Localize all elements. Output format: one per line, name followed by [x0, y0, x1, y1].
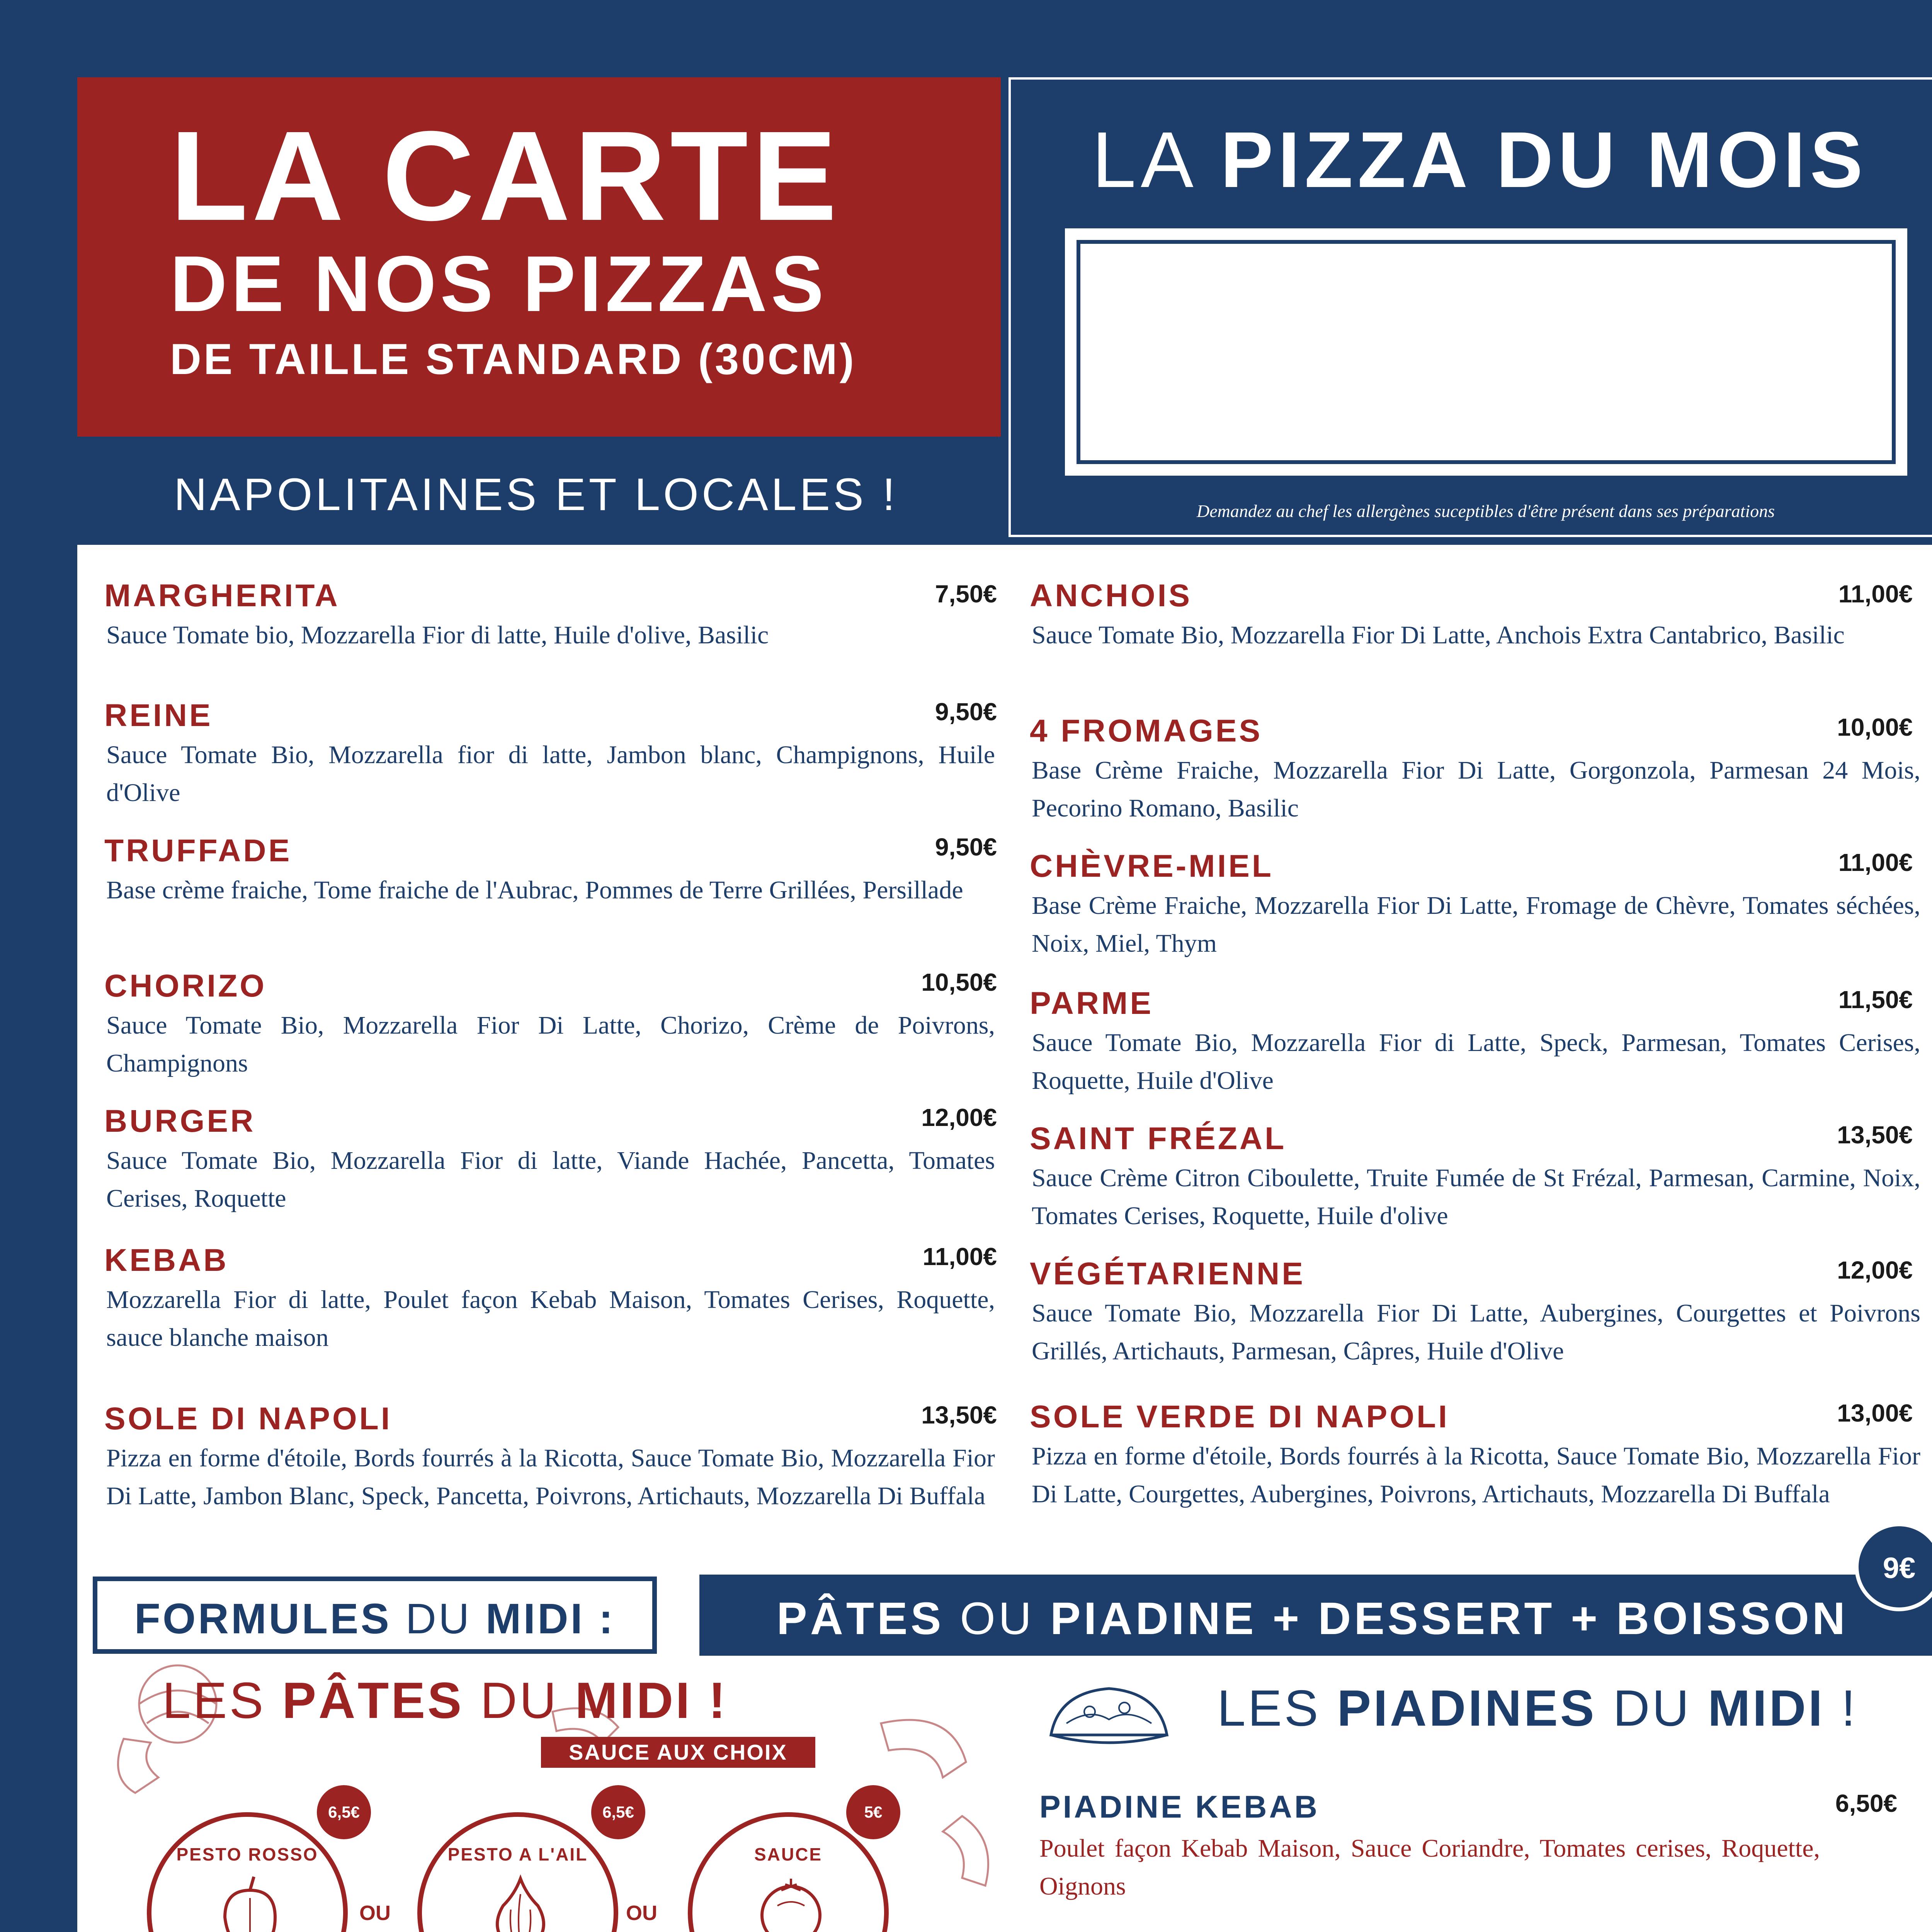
pizza-name: MARGHERITA: [104, 578, 340, 613]
pizza-name: CHORIZO: [104, 968, 267, 1003]
pizza-price: 11,00€: [1838, 849, 1913, 876]
sauce-top-label: SAUCE: [754, 1844, 823, 1864]
pizza-price: 7,50€: [935, 580, 997, 608]
pizza-desc: Pizza en forme d'étoile, Bords fourrés à la Ricotta, Sauce Tomate Bio, Mozzarella Fior Di Latte, Courgettes, Aubergines, Poivrons, Artichauts, Mozzarella Di Buffala: [1032, 1442, 1920, 1508]
garlic-icon: [488, 1871, 553, 1932]
pizza-desc: Base Crème Fraiche, Mozzarella Fior Di Latte, Fromage de Chèvre, Tomates séchées, Noix, Miel, Thym: [1032, 891, 1920, 957]
sauce-price: 6,5€: [602, 1803, 634, 1821]
pizza-price: 12,00€: [921, 1104, 997, 1131]
pizza-desc: Mozzarella Fior di latte, Poulet façon Kebab Maison, Tomates Cerises, Roquette, sauce blanche maison: [106, 1286, 995, 1352]
subtitle-banner: [77, 444, 1001, 537]
pizza-price: 10,00€: [1837, 713, 1913, 741]
formules-offer: [777, 1592, 1848, 1645]
formules-rest: PIADINE + DESSERT + BOISSON: [1050, 1593, 1849, 1644]
pates-title-b: PÂTES: [282, 1672, 464, 1729]
pizza-price: 11,50€: [1838, 986, 1913, 1014]
pates-title: [162, 1671, 728, 1730]
formules-label-bold2: MIDI :: [485, 1595, 616, 1643]
pizza-name: PARME: [1030, 986, 1154, 1021]
header-subtitle: NAPOLITAINES ET LOCALES !: [174, 469, 898, 520]
pizza-name: TRUFFADE: [104, 833, 292, 868]
pizza-price: 10,50€: [921, 968, 997, 996]
piadine-name: PIADINE KEBAB: [1039, 1789, 1320, 1825]
piadines-title-a: LES: [1217, 1680, 1321, 1736]
pizza-desc: Pizza en forme d'étoile, Bords fourrés à la Ricotta, Sauce Tomate Bio, Mozzarella Fior Di Latte, Jambon Blanc, Speck, Pancetta, Poivrons, Artichauts, Mozzarella Di Buffala: [106, 1444, 995, 1510]
piadine-price: 6,50€: [1835, 1789, 1897, 1817]
sauce-price-badge: [591, 1785, 645, 1839]
pizza-name: 4 FROMAGES: [1030, 713, 1263, 748]
pizza-name: SAINT FRÉZAL: [1030, 1121, 1287, 1156]
piadines-title-b: PIADINES: [1337, 1680, 1597, 1736]
pizza-price: 13,00€: [1837, 1399, 1913, 1427]
sauce-price-badge: [317, 1785, 371, 1839]
tomato-icon: [754, 1875, 828, 1932]
pizza-desc: Sauce Crème Citron Ciboulette, Truite Fumée de St Frézal, Parmesan, Carmine, Noix, Tomates Cerises, Roquette, Huile d'olive: [1032, 1164, 1920, 1230]
pizza-du-mois-title-bold: PIZZA DU MOIS: [1220, 116, 1867, 204]
sauce-top-label: PESTO A L'AIL: [447, 1844, 588, 1864]
formules-offer-banner: [699, 1575, 1932, 1656]
formules-label-bold1: FORMULES: [134, 1595, 391, 1643]
pates-title-a: LES: [162, 1672, 266, 1729]
pizza-desc: Sauce Tomate Bio, Mozzarella fior di latte, Jambon blanc, Champignons, Huile d'Olive: [106, 741, 995, 807]
formules-label: [97, 1594, 652, 1643]
pizza-price: 9,50€: [935, 833, 997, 861]
pizza-desc: Sauce Tomate bio, Mozzarella Fior di latte, Huile d'olive, Basilic: [106, 621, 769, 649]
pizza-desc: Base crème fraiche, Tome fraiche de l'Aubrac, Pommes de Terre Grillées, Persillade: [106, 876, 963, 904]
pizza-name: REINE: [104, 698, 213, 733]
pizza-desc: Sauce Tomate Bio, Mozzarella Fior di Latte, Speck, Parmesan, Tomates Cerises, Roquette, Huile d'Olive: [1032, 1029, 1920, 1095]
piadines-title: [1217, 1679, 1858, 1737]
pizza-du-mois-title-light: LA: [1092, 116, 1194, 204]
pizza-name: SOLE DI NAPOLI: [104, 1401, 392, 1436]
sauce-top-label: PESTO ROSSO: [176, 1844, 318, 1864]
pates-tag: SAUCE AUX CHOIX: [541, 1737, 815, 1768]
pizza-desc: Sauce Tomate Bio, Mozzarella Fior di latte, Viande Hachée, Pancetta, Tomates Cerises, Roquette: [106, 1146, 995, 1213]
pizza-desc: Sauce Tomate Bio, Mozzarella Fior Di Latte, Chorizo, Crème de Poivrons, Champignons: [106, 1011, 995, 1077]
pizza-du-mois-frame: [1065, 228, 1907, 476]
sauce-ou: OU: [359, 1901, 391, 1925]
pizza-name: CHÈVRE-MIEL: [1030, 849, 1274, 884]
allergen-note: Demandez au chef les allergènes suceptibles d'être présent dans ses préparations: [1196, 501, 1775, 521]
formules-pates: PÂTES: [777, 1593, 944, 1644]
sauce-price-badge: [846, 1785, 900, 1839]
header-title-line1: LA CARTE: [170, 104, 841, 247]
pizzas-panel: [77, 545, 1932, 1573]
piadines-title-c: DU: [1613, 1680, 1691, 1736]
pizza-price: 12,00€: [1837, 1256, 1913, 1284]
piadines-title-d: MIDI: [1708, 1680, 1825, 1736]
header-title-line3: DE TAILLE STANDARD (30CM): [170, 335, 857, 383]
pepper-icon: [217, 1875, 283, 1932]
formules-price: 9€: [1883, 1552, 1916, 1585]
pizza-du-mois-panel: [1009, 77, 1932, 537]
pizza-desc: Base Crème Fraiche, Mozzarella Fior Di Latte, Gorgonzola, Parmesan 24 Mois, Pecorino Romano, Basilic: [1032, 756, 1920, 822]
pizza-price: 11,00€: [922, 1243, 997, 1270]
header-panel: [77, 77, 1001, 437]
pizza-price: 13,50€: [921, 1401, 997, 1429]
tomato-icon: [1893, 1893, 1932, 1932]
pizza-price: 9,50€: [935, 698, 997, 726]
formules-ou: OU: [960, 1593, 1035, 1644]
header-title-line2: DE NOS PIZZAS: [170, 240, 828, 328]
pates-title-c: DU: [480, 1672, 559, 1729]
piadina-icon: [1043, 1677, 1175, 1754]
sauce-ou: OU: [626, 1901, 657, 1925]
piadines-title-e: !: [1841, 1680, 1858, 1736]
pizza-name: BURGER: [104, 1104, 256, 1139]
pizza-price: 11,00€: [1838, 580, 1913, 608]
pizza-price: 13,50€: [1837, 1121, 1913, 1149]
pizza-du-mois-title: [1092, 114, 1867, 206]
pizza-name: KEBAB: [104, 1243, 229, 1278]
pates-title-d: MIDI !: [575, 1672, 728, 1729]
pizza-name: ANCHOIS: [1030, 578, 1192, 613]
sauce-price: 6,5€: [328, 1803, 360, 1821]
formules-label-box: [93, 1577, 657, 1654]
pizza-name: SOLE VERDE DI NAPOLI: [1030, 1399, 1449, 1434]
piadine-desc: Poulet façon Kebab Maison, Sauce Coriandre, Tomates cerises, Roquette, Oignons: [1039, 1834, 1820, 1900]
pizza-desc: Sauce Tomate Bio, Mozzarella Fior Di Latte, Anchois Extra Cantabrico, Basilic: [1032, 621, 1845, 649]
pizza-name: VÉGÉTARIENNE: [1030, 1256, 1305, 1291]
formules-label-light: DU: [405, 1595, 472, 1643]
sauce-price: 5€: [864, 1803, 883, 1821]
pizza-desc: Sauce Tomate Bio, Mozzarella Fior Di Latte, Aubergines, Courgettes et Poivrons Grillés, Artichauts, Parmesan, Câpres, Huile d'Olive: [1032, 1299, 1920, 1365]
